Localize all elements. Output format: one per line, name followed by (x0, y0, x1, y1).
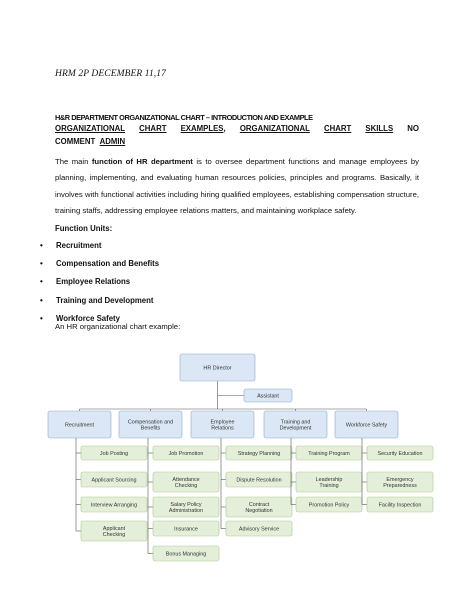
task-label: Contract (248, 501, 270, 508)
dept-4-label: Workforce Safety (345, 422, 388, 429)
function-units-title: Function Units: (55, 224, 113, 233)
list-item: • Workforce Safety (40, 314, 159, 332)
tag-link-organizational-chart-examples[interactable]: EXAMPLES (180, 124, 224, 133)
task-label: Facility Inspection (378, 502, 422, 509)
list-item: • Training and Development (40, 296, 159, 314)
tag-word: ORGANIZATIONAL (239, 124, 310, 133)
task-label: Training (319, 483, 339, 490)
task-label: Bonus Managing (165, 551, 207, 558)
task-label: Checking (102, 532, 126, 539)
task-label: Applicant Sourcing (91, 477, 137, 484)
task-label: Emergency (386, 476, 414, 483)
dept-3-label: Training and (280, 419, 311, 426)
task-label: Promotion Policy (308, 502, 350, 509)
task-label: Advisory Service (238, 526, 280, 533)
task-label: Negotiation (245, 508, 273, 515)
date-line: HRM 2P DECEMBER 11,17 (55, 69, 166, 79)
task-label: Checking (174, 483, 198, 490)
dept-0-label: Recruitment (64, 422, 95, 429)
task-label: Interview Arranging (90, 502, 138, 509)
task-label: Insurance (174, 526, 198, 533)
page-heading: H&R DEPARTMENT ORGANIZATIONAL CHART – INTRODUCTION AND EXAMPLE (55, 113, 313, 122)
chart-intro: An HR organizational chart example: (55, 322, 181, 331)
dept-1-label: Benefits (140, 425, 161, 432)
dept-2-label: Relations (211, 425, 234, 432)
task-label: Attendance (172, 476, 200, 483)
task-label: Security Education (377, 451, 423, 457)
tag-separator: , (223, 124, 226, 133)
task-label: Strategy Planning (237, 451, 281, 457)
no-comment-text: COMMENT (55, 137, 96, 146)
task-label: Training Program (308, 451, 350, 457)
task-label: Job Posting (99, 451, 129, 457)
task-label: Job Promotion (168, 451, 204, 457)
task-label: Dispute Resolution (236, 477, 282, 484)
task-label: Administration (168, 508, 204, 515)
task-label: Preparedness (383, 483, 417, 490)
tag-word: CHART (139, 124, 167, 133)
director-label: HR Director (203, 365, 232, 372)
task-label: Salary Policy (170, 501, 202, 508)
dept-2-label: Employee (210, 419, 235, 426)
list-item: • Recruitment (40, 241, 159, 259)
dept-3-label: Development (279, 425, 312, 432)
intro-emphasis: function of HR department (91, 157, 193, 166)
task-label: Leadership (315, 476, 343, 483)
tag-word: CHART (323, 124, 352, 133)
intro-body: is to oversee department functions and manage employees by planning, implementing, and evaluating human resources policies, principles and programs. Basically, it involves with functional activities including hiring qualified employees, establishing compensation structure, training staffs, addressing employee relations matters, and maintaining workplace safety. (55, 157, 419, 216)
assistant-label: Assistant (257, 393, 279, 400)
admin-link[interactable]: ADMIN (99, 137, 126, 146)
no-comment-text: NO (407, 124, 419, 133)
list-item: • Compensation and Benefits (40, 259, 159, 277)
dept-1-label: Compensation and (127, 419, 174, 426)
list-item: • Employee Relations (40, 277, 159, 295)
intro-prefix: The main (55, 157, 92, 166)
tag-word: ORGANIZATIONAL (55, 124, 126, 133)
task-label: Applicant (102, 525, 126, 532)
tag-word: SKILLS (365, 124, 394, 133)
